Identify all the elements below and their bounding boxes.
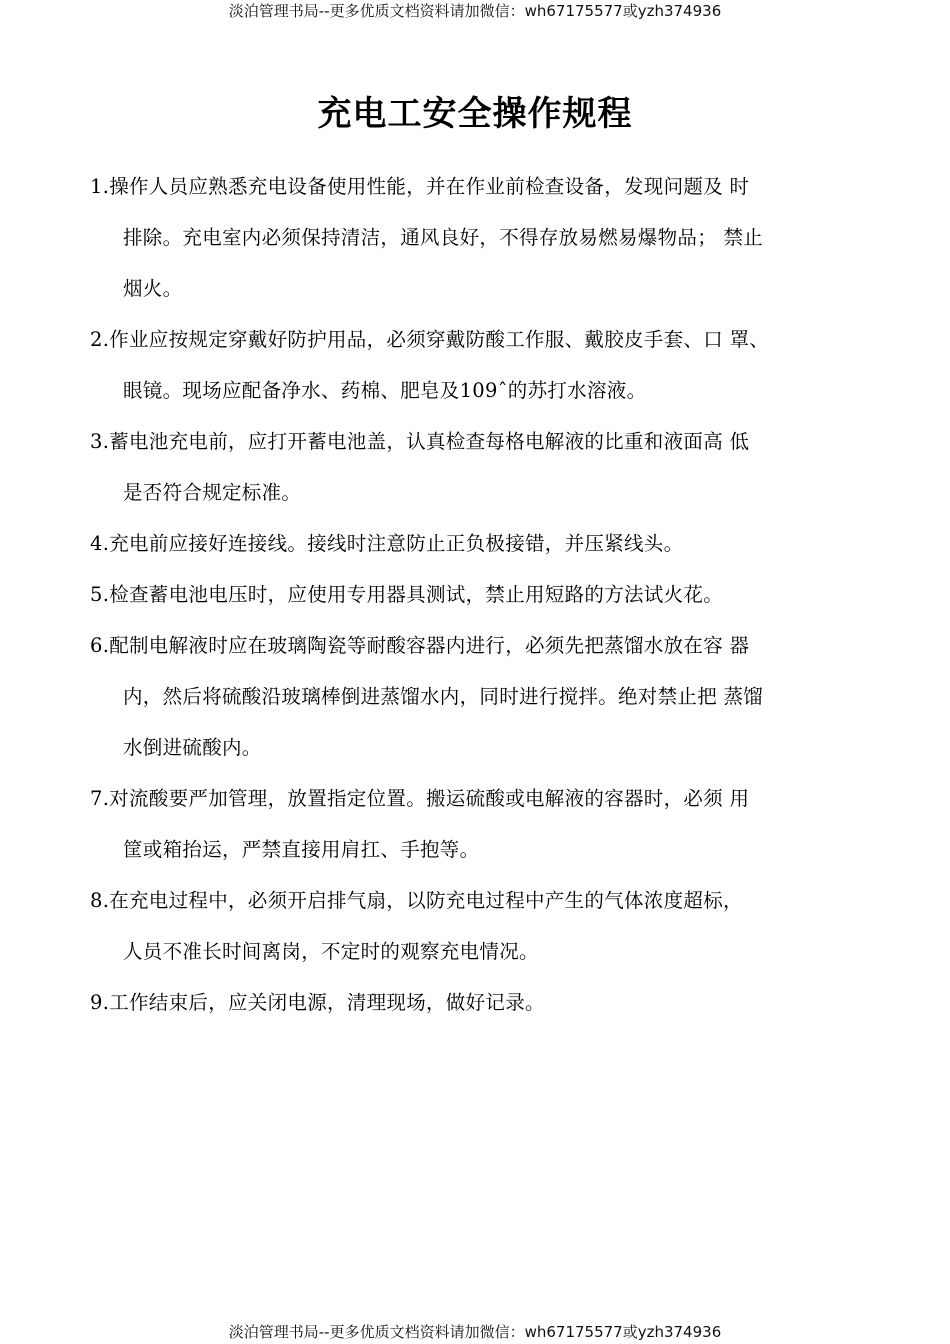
item-3-line-1: 3.蓄电池充电前，应打开蓄电池盖，认真检查每格电解液的比重和液面高 低 (90, 430, 750, 453)
item-1-line-2: 排除。充电室内必须保持清洁，通风良好，不得存放易燃易爆物品； 禁止 (123, 226, 764, 249)
item-2-line-1: 2.作业应按规定穿戴好防护用品，必须穿戴防酸工作服、戴胶皮手套、口 罩、 (90, 328, 770, 351)
item-6-line-3: 水倒进硫酸内。 (123, 736, 262, 759)
item-2-line-2: 眼镜。现场应配备净水、药棉、肥皂及109ˆ的苏打水溶液。 (123, 379, 647, 402)
item-5-line-1: 5.检查蓄电池电压时，应使用专用器具测试，禁止用短路的方法试火花。 (90, 583, 724, 606)
footer-watermark: 淡泊管理书局--更多优质文档资料请加微信：wh67175577或yzh374936 (228, 1323, 722, 1341)
list-item-4 (90, 518, 880, 569)
list-item-8 (90, 875, 880, 977)
list-item-2 (90, 314, 880, 416)
item-6-line-1: 6.配制电解液时应在玻璃陶瓷等耐酸容器内进行，必须先把蒸馏水放在容 器 (90, 634, 750, 657)
list-item-7 (90, 773, 880, 875)
list-item-9 (90, 977, 880, 1028)
item-7-line-2: 筐或箱抬运，严禁直接用肩扛、手抱等。 (123, 838, 480, 861)
list-item-5 (90, 569, 880, 620)
item-4-line-1: 4.充电前应接好连接线。接线时注意防止正负极接错，并压紧线头。 (90, 532, 684, 555)
item-8-line-2: 人员不准长时间离岗，不定时的观察充电情况。 (123, 940, 539, 963)
list-item-1 (90, 161, 880, 314)
item-7-line-1: 7.对流酸要严加管理，放置指定位置。搬运硫酸或电解液的容器时，必须 用 (90, 787, 750, 810)
item-1-line-1: 1.操作人员应熟悉充电设备使用性能，并在作业前检查设备，发现问题及 时 (90, 175, 750, 198)
item-6-line-2: 内，然后将硫酸沿玻璃棒倒进蒸馏水内，同时进行搅拌。绝对禁止把 蒸馏 (123, 685, 764, 708)
document-title: 充电工安全操作规程 (317, 94, 633, 134)
list-item-3 (90, 416, 880, 518)
item-1-line-3: 烟火。 (123, 277, 183, 300)
list-item-6 (90, 620, 880, 773)
item-9-line-1: 9.工作结束后，应关闭电源，清理现场，做好记录。 (90, 991, 545, 1014)
document-body (90, 161, 880, 1028)
item-3-line-2: 是否符合规定标准。 (123, 481, 302, 504)
header-watermark: 淡泊管理书局--更多优质文档资料请加微信：wh67175577或yzh374936 (228, 2, 722, 20)
item-8-line-1: 8.在充电过程中，必须开启排气扇，以防充电过程中产生的气体浓度超标， (90, 889, 743, 912)
